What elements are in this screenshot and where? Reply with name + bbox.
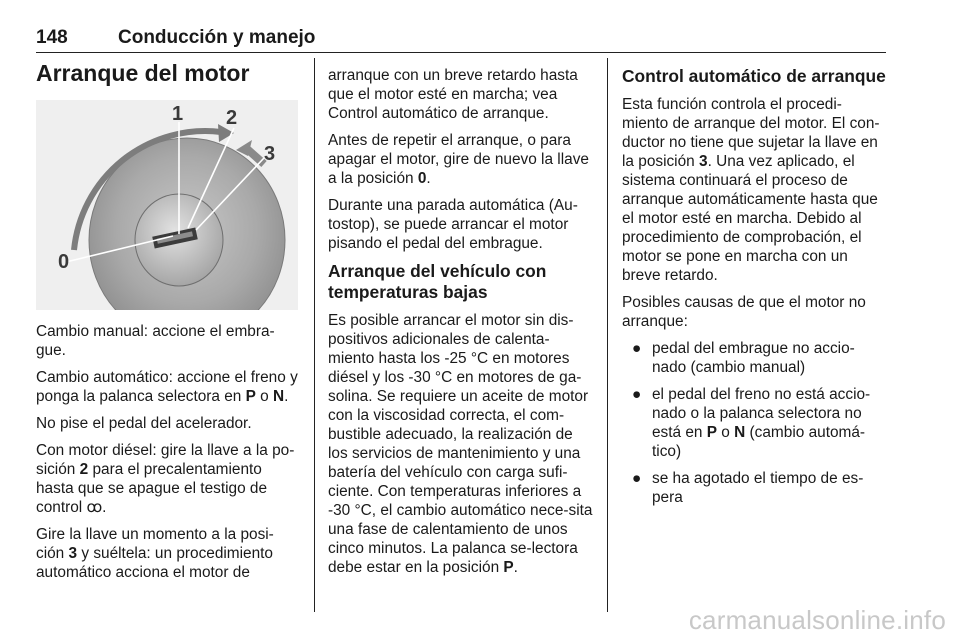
- glow-plug-icon: ꝏ: [86, 499, 103, 516]
- figure-label-3: 3: [264, 143, 276, 165]
- figure-label-0: 0: [58, 251, 70, 273]
- paragraph: No pise el pedal del acelerador.: [36, 415, 252, 432]
- bullet-icon: ●: [632, 386, 642, 403]
- figure-label-1: 1: [172, 103, 184, 125]
- paragraph: Esta función controla el procedi-miento de arranque del motor. El con-ductor no tiene que sujetar la llave en la posición 3. Una vez aplicado, el sistema continuará el proceso de arranque automáticamente hasta que el motor esté en marcha. Debido al procedimiento de comprobación, el motor se pone en marcha con un breve retardo.: [622, 96, 880, 284]
- chapter-title: Conducción y manejo: [118, 27, 316, 48]
- list-item: ● el pedal del freno no está accio-nado o la palanca selectora no está en P o N (cambio automá-tico): [632, 386, 871, 460]
- column-1: [36, 322, 298, 590]
- paragraph: arranque con un breve retardo hasta que el motor esté en marcha; vea Control automático de arranque.: [328, 67, 578, 122]
- paragraph: Es posible arrancar el motor sin dis-positivos adicionales de calenta-miento hasta los -25 °C en motores diésel y los -30 °C en motores de ga-solina. Se requiere un aceite de motor con la viscosidad correcta, el com-bustible adecuado, la realización de los servicios de mantenimiento y una batería del vehículo con carga sufi-ciente. Con temperaturas inferiores a -30 °C, el cambio automático nece-sita una fase de calentamiento de unos cinco minutos. La palanca se-lectora debe estar en la posición P.: [328, 312, 593, 576]
- page-number: 148: [36, 27, 68, 48]
- paragraph: Cambio manual: accione el embra-gue.: [36, 323, 275, 359]
- paragraph: Gire la llave un momento a la posi-ción 3 y suéltela: un procedimiento automático acciona el motor de: [36, 526, 274, 581]
- page-header: [36, 26, 886, 53]
- column-2: [328, 66, 593, 585]
- ignition-switch-figure: [36, 100, 298, 310]
- bullet-icon: ●: [632, 470, 642, 487]
- ignition-switch-illustration: [36, 100, 298, 310]
- section-title: Arranque del motor: [36, 60, 250, 86]
- column-divider: [314, 58, 315, 612]
- column-divider: [607, 58, 608, 612]
- cause-list: [622, 339, 888, 507]
- paragraph: Con motor diésel: gire la llave a la po-sición 2 para el precalentamiento hasta que se apague el testigo de control ꝏ.: [36, 442, 295, 516]
- watermark: carmanualsonline.info: [688, 605, 946, 635]
- list-item: ● pedal del embrague no accio-nado (cambio manual): [632, 340, 855, 376]
- paragraph: Posibles causas de que el motor no arranque:: [622, 294, 866, 330]
- subsection-title: Control automático de arranque: [622, 66, 886, 86]
- list-item: ● se ha agotado el tiempo de es-pera: [632, 470, 864, 506]
- bullet-icon: ●: [632, 340, 642, 357]
- column-3: [622, 66, 888, 515]
- subsection-title: Arranque del vehículo con temperaturas bajas: [328, 261, 547, 302]
- paragraph: Durante una parada automática (Au-tostop), se puede arrancar el motor pisando el pedal del embrague.: [328, 197, 578, 252]
- figure-label-2: 2: [226, 107, 238, 129]
- paragraph: Cambio automático: accione el freno y ponga la palanca selectora en P o N.: [36, 369, 298, 405]
- paragraph: Antes de repetir el arranque, o para apagar el motor, gire de nuevo la llave a la posición 0.: [328, 132, 589, 187]
